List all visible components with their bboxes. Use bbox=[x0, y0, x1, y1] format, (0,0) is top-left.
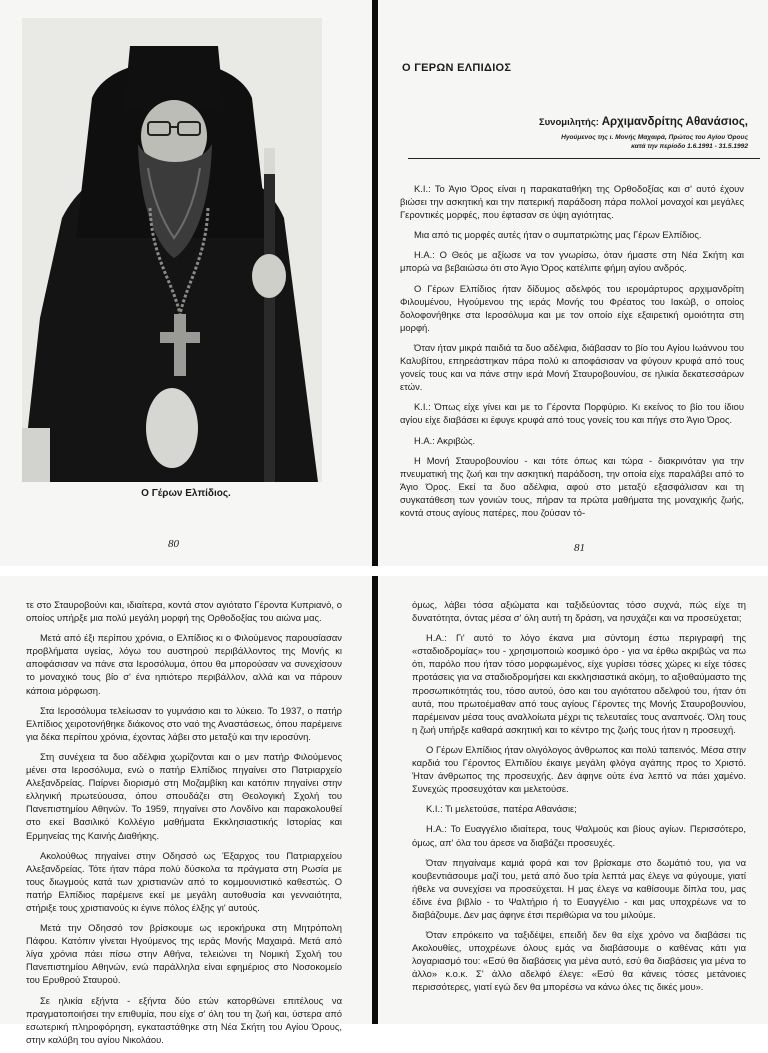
paragraph: τε στο Σταυροβούνι και, ιδιαίτερα, κοντά στον αγιότατο Γέροντα Κυπριανό, ο οποίος υπήρξε μια πολύ μεγάλη μορφή της Ορθοδοξίας του αιώνα μας. bbox=[26, 599, 342, 624]
photo-caption: Ο Γέρων Ελπίδιος. bbox=[141, 488, 231, 499]
header-rule bbox=[408, 158, 760, 159]
paragraph: Η.Α.: Γι' αυτό το λόγο έκανα μια σύντομη έστω περιγραφή της «σταδιοδρομίας» του - χρησιμοποιώ κοσμικό όρο - για να έρθω ακριβώς να πω ότι, παρόλο που ήταν τόσο μορφωμένος, είχε γυρίσει τόσες χώρες κι είχε τόσες προτάσεις για να σταδιοδρομήσει και εκκλησιαστικά ακόμη, το αξιοθαύμαστο της προσωπικότητάς του, τόσο αυτού, όσο και του αγιότατου αδελφού του, ήταν ότι αυτά, που πρωτοέμαθαν από τους αγίους Γέροντες της Μονής Σταυροβουνίου, παρέμειναν μέσα τους αναλλοίωτα μέχρι τις τελευταίες τους αναπνοές. Όλη τους η ζωή υπήρξε καθαρά ασκητική και το κέντρο της ζωής τους ήταν η προσευχή. bbox=[412, 632, 746, 735]
page-81 bbox=[378, 0, 768, 566]
paragraph: Μετά από έξι περίπου χρόνια, ο Ελπίδιος κι ο Φιλούμενος παρουσίασαν προβλήματα υγείας, λόγω του αυστηρού περιβάλλοντος της Μονής κι αποφάσισαν να πάνε στα Ιεροσόλυμα, όπου θα μπορούσαν να συνεχίσουν το μοναχικό τους βίο σ' ένα ηπιότερο περιβάλλον, αλλά και να πάρουν κάποια μόρφωση. bbox=[26, 632, 342, 696]
paragraph: Όταν πηγαίναμε καμιά φορά και τον βρίσκαμε στο δωμάτιό του, για να κουβεντιάσουμε μαζί του, μετά από δυο τρία λεπτά μας έλεγε να φύγουμε, γιατί ήθελε να συνεχίσει να προσεύχεται. Η μας έλεγε να καθίσουμε δίπλα του, μας έδινε ένα βιβλίο - το Ψαλτήριο ή το Ευαγγέλιο - και μας υποχρέωνε να το διαβάζουμε. Δεν μας άφηνε έτσι περιθώρια να του μιλούμε. bbox=[412, 856, 746, 920]
interviewer-role: Ηγούμενος της ι. Μονής Μαχαιρά, Πρώτος του Αγίου Όρους bbox=[561, 134, 748, 141]
paragraph: Η Μονή Σταυροβουνίου - και τότε όπως και τώρα - διακρινόταν για την πνευματική της ζωή και την ασκητική παράδοση, την οποία είχε παραλάβει από το Άγιο Όρος. Εκεί τα δυο αδέλφια, αφού στο μεταξύ εξασφάλισαν και τη συγκατάθεση των γονιών τους, πήραν τα πρώτα μαθήματα της μοναχικής ζωής, κοντά στους αγίους πατέρες, που ζούσαν τό- bbox=[400, 454, 744, 518]
paragraph: Μια από τις μορφές αυτές ήταν ο συμπατριώτης μας Γέρων Ελπίδιος. bbox=[414, 229, 702, 241]
paragraph: Στη συνέχεια τα δυο αδέλφια χωρίζονται και ο μεν πατήρ Φιλούμενος μένει στα Ιεροσόλυμα, ενώ ο πατήρ Ελπίδιος πηγαίνει στο Πατριαρχείο Αλεξανδρείας. Παίρνει διορισμό στη Μοζαμβίκη και κατόπιν πηγαίνει στην ελληνική πρωτεύουσα, όπου σπουδάζει στη Θεολογική Σχολή του Πανεπιστημίου Αθηνών. Το 1959, πηγαίνει στο Λονδίνο και παρακολουθεί στο εκεί Βασιλικό Κολλέγιο μαθήματα Εκκλησιαστικής Ιστορίας και Ερμηνείας της Καινής Διαθήκης. bbox=[26, 750, 342, 841]
interviewer-name: Αρχιμανδρίτης Αθανάσιος, bbox=[601, 116, 748, 128]
interviewer-line bbox=[539, 116, 748, 128]
interviewer-label: Συνομιλητής: bbox=[538, 117, 599, 128]
paragraph: Κ.Ι.: Το Άγιο Όρος είναι η παρακαταθήκη της Ορθοδοξίας και σ' αυτό έχουν βιώσει την ασκητική και την πατερική παράδοση πάρα πολλοί μοναχοί και μεγάλες Γεροντικές μορφές, που έφτασαν σε ύψη αγιότητας. bbox=[400, 183, 744, 221]
page-83 bbox=[378, 576, 768, 1024]
page-number: 81 bbox=[574, 542, 585, 554]
paragraph: Όταν επρόκειτο να ταξιδέψει, επειδή δεν θα είχε χρόνο να διαβάσει τις Ακολουθίες, υποχρέωνε όλους εμάς να διαβάσουμε ο καθένας κάτι για λογαριασμό του: «Εσύ θα διαβάσεις για μένα αυτό, εσύ θα διαβάσεις για μένα το άλλο» κ.ο.κ. Σ' άλλο αδελφό έλεγε: «Εσύ θα κάνεις τόσες μετάνοιες περισσότερες, γιατί εγώ δεν θα μπορέσω να κάνω όλες τις δικές μου». bbox=[412, 929, 746, 993]
paragraph: Ακολούθως πηγαίνει στην Οδησσό ως Έξαρχος του Πατριαρχείου Αλεξανδρείας. Τότε ήταν πάρα πολύ δύσκολα τα πράγματα στη Ρωσία με τους διωγμούς κατά των χριστιανών από το κομμουνιστικό καθεστώς. Ο πατήρ Ελπίδιος παρέμεινε εκεί με μεγάλη αυτοθυσία και γενναιότητα, στήριξε τους χριστιανούς κι έγινε πόλος έλξης γι' αυτούς. bbox=[26, 849, 342, 913]
paragraph: Κ.Ι.: Όπως είχε γίνει και με το Γέροντα Πορφύριο. Κι εκείνος το βίο του ίδιου αγίου είχε διαβάσει κι έφυγε κρυφά από τους γονείς του και πήγε στο Άγιο Όρος. bbox=[400, 401, 744, 426]
paragraph: Στα Ιεροσόλυμα τελείωσαν το γυμνάσιο και το λύκειο. Το 1937, ο πατήρ Ελπίδιος χειροτονήθηκε διάκονος στο ναό της Αναστάσεως, όπου παρέμεινε για δέκα περίπου χρόνια, έχοντας λάβει στο μεταξύ και την ιεροσύνη. bbox=[26, 704, 342, 742]
paragraph: Μετά την Οδησσό τον βρίσκουμε ως ιεροκήρυκα στη Μητρόπολη Πάφου. Κατόπιν γίνεται Ηγούμενος της ιεράς Μονής Μαχαιρά. Μετά από λίγα χρόνια πάει πίσω στην Αθήνα, τελειώνει τη Νομική Σχολή του Πανεπιστημίου Αθηνών, ενώ παράλληλα είναι εφημέριος στο Νοσοκομείο του Ερυθρού Σταυρού. bbox=[26, 922, 342, 986]
page-number: 80 bbox=[168, 538, 179, 550]
body-text bbox=[26, 598, 342, 1053]
paragraph: Ο Γέρων Ελπίδιος ήταν ολιγόλογος άνθρωπος και πολύ ταπεινός. Μέσα στην καρδιά του Γέροντος Ελπιδίου έκαιγε μεγάλη φλόγα αγάπης προς το Χριστό. Ήταν άνθρωπος της προσευχής. Δεν άφηνε ούτε ένα λεπτό να πάει χαμένο. Συνεχώς προσευχόταν και μελετούσε. bbox=[412, 743, 746, 795]
paragraph: Η.Α.: Ο Θεός με αξίωσε να τον γνωρίσω, όταν ήμαστε στη Νέα Σκήτη και μπορώ να βεβαιώσω ότι στο Άγιο Όρος κατέλιπε φήμη αγίου ανδρός. bbox=[400, 249, 744, 274]
paragraph: Ο Γέρων Ελπίδιος ήταν δίδυμος αδελφός του ιερομάρτυρος αρχιμανδρίτη Φιλουμένου, Ηγούμενου της ιεράς Μονής του Φρέατος του Ιακώβ, ο οποίος δολοφονήθηκε στα Ιεροσόλυμα και με τον οποίο είχε εξαιρετική ομοιότητα στη μορφή. bbox=[400, 282, 744, 333]
page-80 bbox=[0, 0, 372, 566]
paragraph: Η.Α.: Το Ευαγγέλιο ιδιαίτερα, τους Ψαλμούς και βίους αγίων. Περισσότερο, όμως, απ' όλα του άρεσε να διαβάζει προσευχές. bbox=[412, 823, 746, 848]
chapter-title: Ο ΓΕΡΩΝ ΕΛΠΙΔΙΟΣ bbox=[402, 62, 512, 74]
spread-separator bbox=[0, 566, 768, 576]
body-text bbox=[412, 598, 746, 1001]
interviewer-period: κατά την περίοδο 1.6.1991 - 31.5.1992 bbox=[631, 143, 748, 150]
paragraph: Κ.Ι.: Τι μελετούσε, πατέρα Αθανάσιε; bbox=[426, 803, 577, 815]
paragraph: Όταν ήταν μικρά παιδιά τα δυο αδέλφια, διάβασαν το βίο του Αγίου Ιωάννου του Καλυβίτου, επηρεάστηκαν πάρα πολύ κι αποφάσισαν να φύγουν κρυφά από τους γονείς τους και να πάνε στην ιερά Μονή Σταυροβουνίου, σε ηλικία δεκατεσσάρων ετών. bbox=[400, 341, 744, 393]
body-text bbox=[400, 182, 744, 526]
paragraph: όμως, λάβει τόσα αξιώματα και ταξιδεύοντας τόσο συχνά, πώς είχε τη δυνατότητα, όντας μέσα σ' όλη αυτή τη δράση, να ησυχάζει και να προσεύχεται; bbox=[412, 599, 746, 624]
paragraph: Σε ηλικία εξήντα - εξήντα δύο ετών κατορθώνει επιτέλους να πραγματοποιήσει την επιθυμία, που είχε σ' όλη του τη ζωή και, ύστερα από εσωτερική πληροφόρηση, εγκαταστάθηκε στη Νέα Σκήτη του Αγίου Όρους, στην καλύβη του αγίου Νικολάου. bbox=[26, 994, 342, 1045]
paragraph: Η.Α.: Ακριβώς. bbox=[414, 434, 476, 446]
page-82 bbox=[0, 576, 372, 1045]
portrait-photo bbox=[22, 18, 322, 482]
